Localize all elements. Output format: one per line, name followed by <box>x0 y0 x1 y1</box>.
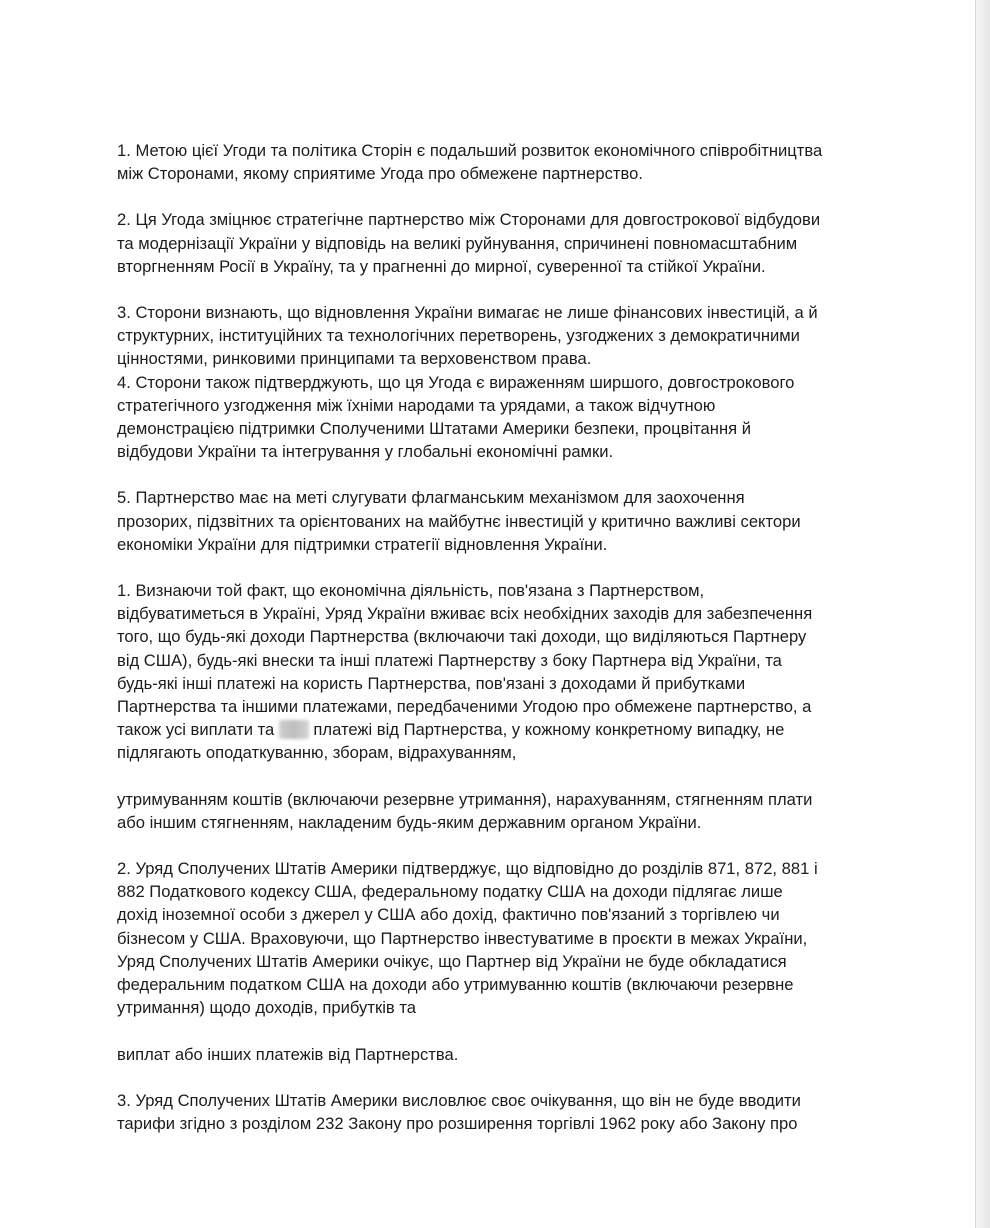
paragraph-us-tax-code: 2. Уряд Сполучених Штатів Америки підтверджує, що відповідно до розділів 871, 872, 881 і 882 Податкового кодексу США, федеральному податку США на доходи підлягає лише дохід іноземної особи з джерел у США або дохід, фактично пов'язаний з торгівлею чи бізнесом у США. Враховуючи, що Партнерство інвестуватиме в проєкти в межах України, Уряд Сполучених Штатів Америки очікує, що Партнер від України не буде обкладатися федеральним податком США на доходи або утримуванню коштів (включаючи резервне утримання) щодо доходів, прибутків та <box>117 859 818 1018</box>
paragraph-recovery-requirements: 3. Сторони визнають, що відновлення України вимагає не лише фінансових інвестицій, а й структурних, інституційних та технологічних перетворень, узгоджених з демократичними цінностями, ринковими принципами та верховенством права. <box>117 303 818 369</box>
paragraph-objective: 1. Метою цієї Угоди та політика Сторін є подальший розвиток економічного співробітництва між Сторонами, якому сприятиме Угода про обмежене партнерство. <box>117 141 823 184</box>
paragraph-gap <box>117 1020 877 1043</box>
paragraph-gap <box>117 1066 877 1089</box>
paragraph-tax-exemption-continued: утримуванням коштів (включаючи резервне утримання), нарахуванням, стягненням плати або іншим стягненням, накладеним будь-яким державним органом України. <box>117 789 813 832</box>
paragraph-flagship-mechanism: 5. Партнерство має на меті слугувати флагманським механізмом для заохочення прозорих, підзвітних та орієнтованих на майбутнє інвестицій у критично важливі сектори економіки України для підтримки стратегії відновлення України. <box>117 488 801 554</box>
paragraph-gap <box>117 278 877 301</box>
page-right-edge <box>975 0 990 1228</box>
tax-exemption-text-end: платежі від Партнерства, у кожному конкретному випадку, не підлягають оподаткуванню, зборам, відрахуванням, <box>117 720 785 763</box>
document-body <box>117 139 877 1135</box>
tax-exemption-text-lead: також усі виплати та <box>117 720 275 740</box>
paragraph-strategic-partnership: 2. Ця Угода зміцнює стратегічне партнерство між Сторонами для довгострокової відбудови та модернізації України у відповідь на великі руйнування, спричинені повномасштабним вторгненням Росії в Україну, та у прагненні до мирної, суверенної та стійкої України. <box>117 210 821 276</box>
blurred-word <box>279 720 309 739</box>
tax-exemption-text-start: 1. Визнаючи той факт, що економічна діяльність, пов'язана з Партнерством, відбуватиметься в Україні, Уряд України вживає всіх необхідних заходів для забезпечення того, що будь-які доходи Партнерства (включаючи такі доходи, що виділяються Партнеру від США), будь-які внески та інші платежі Партнерству з боку Партнера від України, та будь-які інші платежі на користь Партнерства, пов'язані з доходами й прибутками Партнерства та іншими платежами, передбаченими Угодою про обмежене партнерство, а <box>117 581 813 717</box>
paragraph-alignment-confirmation: 4. Сторони також підтверджують, що ця Угода є вираженням ширшого, довгострокового стратегічного узгодження між їхніми народами та урядами, а також відчутною демонстрацією підтримки Сполученими Штатами Америки безпеки, процвітання й відбудови України та інтегрування у глобальні економічні рамки. <box>117 372 795 462</box>
paragraph-gap <box>117 463 877 486</box>
paragraph-gap <box>117 765 877 788</box>
paragraph-tariffs: 3. Уряд Сполучених Штатів Америки висловлює своє очікування, що він не буде вводити тарифи згідно з розділом 232 Закону про розширення торгівлі 1962 року або Закону про <box>117 1090 801 1133</box>
paragraph-gap <box>117 556 877 579</box>
paragraph-us-tax-code-continued: виплат або інших платежів від Партнерства. <box>117 1044 459 1064</box>
paragraph-tax-exemption <box>117 579 877 765</box>
paragraph-gap <box>117 834 877 857</box>
paragraph-gap <box>117 185 877 208</box>
